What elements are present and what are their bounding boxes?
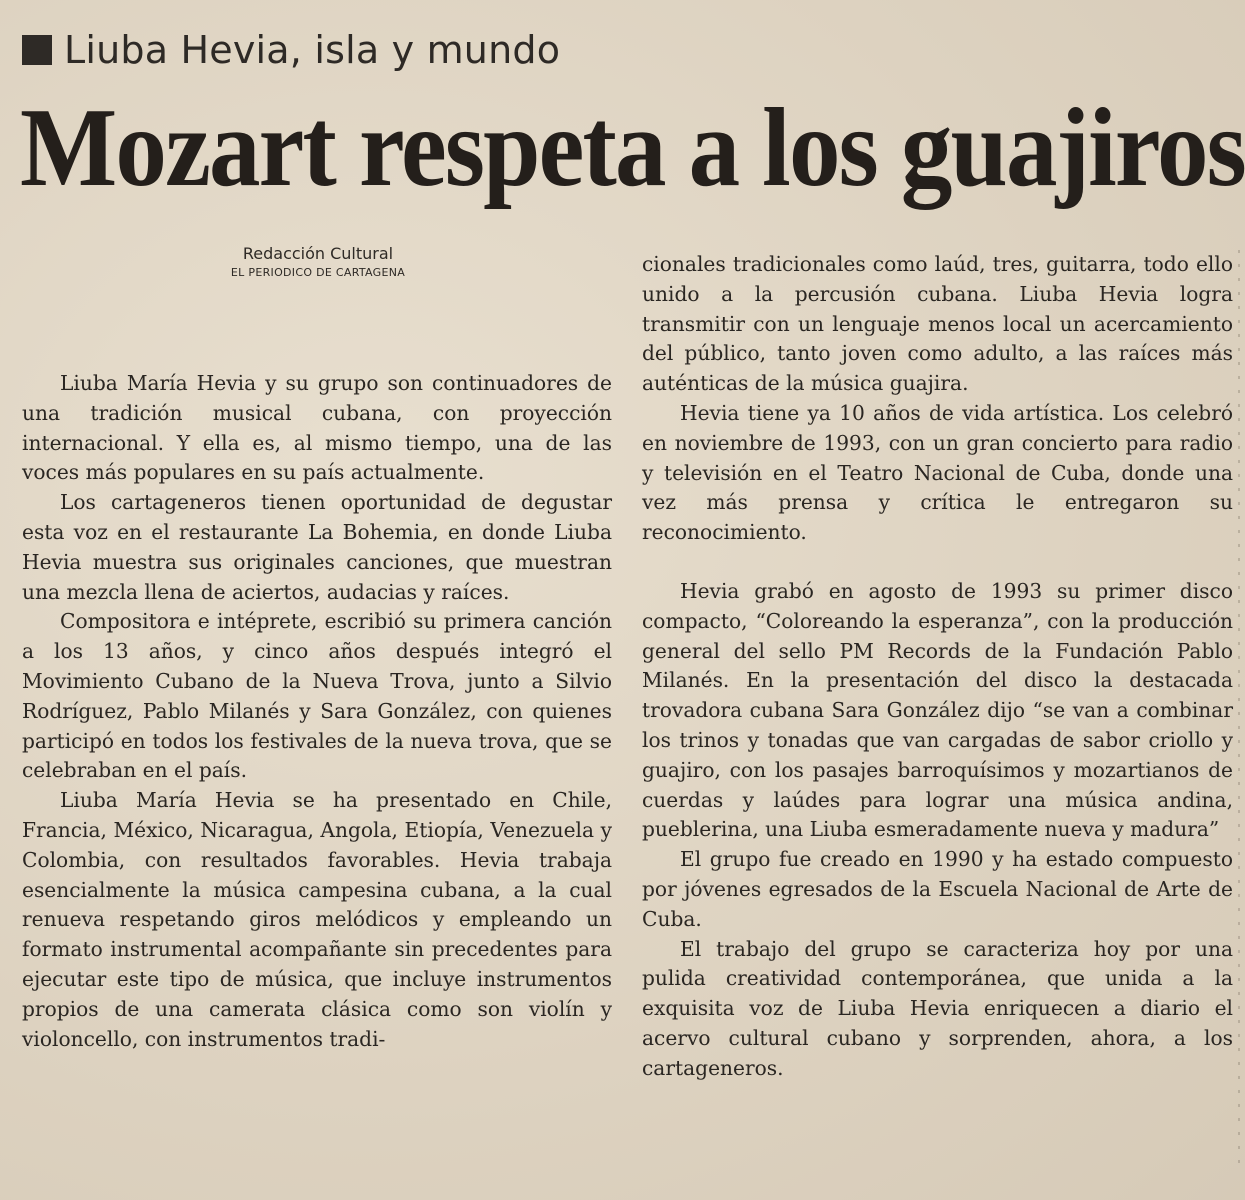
paragraph: Los cartageneros tienen oportunidad de degustar esta voz en el restaurante La Bohemia, en donde Liuba Hevia muestra sus originales canciones, que muestran una mezcla llena de aciertos, audacias y raíces. (22, 490, 612, 604)
paragraph-spacer (642, 548, 1233, 577)
kicker-text: Liuba Hevia, isla y mundo (64, 28, 561, 72)
byline-publication: EL PERIODICO DE CARTAGENA (230, 266, 406, 279)
paragraph: Hevia grabó en agosto de 1993 su primer disco compacto, “Coloreando la esperanza”, con la producción general del sello PM Records de la Fundación Pablo Milanés. En la presentación del disco la destacada trovadora cubana Sara González dijo “se van a combinar los trinos y tonadas que van cargadas de sabor criollo y guajiro, con los pasajes barroquísimos y mozartianos de cuerdas y laúdes para lograr una música andina, pueblerina, una Liuba esmeradamente nueva y madura” (642, 578, 1233, 842)
paragraph-continuation: cionales tradicionales como laúd, tres, guitarra, todo ello unido a la percusión cubana. Liuba Hevia logra transmitir con un lenguaje menos local un acercamiento del público, tanto joven como adulto, a las raíces más auténticas de la música guajira. (642, 252, 1233, 396)
paragraph: Liuba María Hevia se ha presentado en Chile, Francia, México, Nicaragua, Angola, Etiopía, Venezuela y Colombia, con resultados favorables. Hevia trabaja esencialmente la música campesina cubana, a la cual renueva respetando giros melódicos y empleando un formato instrumental acompañante sin precedentes para ejecutar este tipo de música, que incluye instrumentos propios de una camerata clásica como son violín y violoncello, con instrumentos tradi- (22, 788, 612, 1051)
byline-author: Redacción Cultural (242, 244, 394, 263)
paragraph: Liuba María Hevia y su grupo son continuadores de una tradición musical cubana, con proyección internacional. Y ella es, al mismo tiempo, una de las voces más populares en su país actualmente. (22, 371, 612, 485)
page-edge-rule (1238, 250, 1240, 1170)
paragraph: Compositora e intéprete, escribió su primera canción a los 13 años, y cinco años después integró el Movimiento Cubano de la Nueva Trova, junto a Silvio Rodríguez, Pablo Milanés y Sara González, con quienes participó en todos los festivales de la nueva trova, que se celebraban en el país. (22, 609, 612, 783)
article-column-2 (642, 250, 1233, 1084)
paragraph: El trabajo del grupo se caracteriza hoy por una pulida creatividad contemporánea, que unida a la exquisita voz de Liuba Hevia enriquecen a diario el acervo cultural cubano y sorprenden, ahora, a los cartageneros. (642, 936, 1233, 1080)
paragraph: Hevia tiene ya 10 años de vida artística. Los celebró en noviembre de 1993, con un gran concierto para radio y televisión en el Teatro Nacional de Cuba, donde una vez más prensa y crítica le entregaron su reconocimiento. (642, 400, 1233, 545)
square-bullet-icon (22, 35, 52, 65)
paragraph: El grupo fue creado en 1990 y ha estado compuesto por jóvenes egresados de la Escuela Nacional de Arte de Cuba. (642, 847, 1233, 931)
byline (218, 244, 418, 282)
kicker (22, 26, 560, 74)
headline: Mozart respeta a los guajiros (20, 86, 1245, 210)
article-column-1 (22, 369, 612, 1054)
